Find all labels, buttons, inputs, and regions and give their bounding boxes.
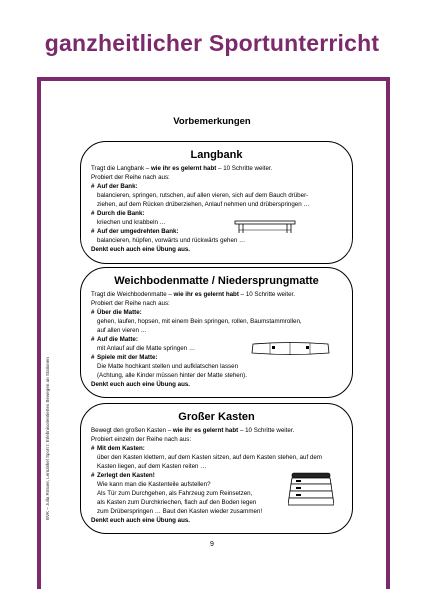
instruction-line: Probiert einzeln der Reihe nach aus: <box>91 436 192 443</box>
item-text: Kasten liegen, auf dem Kasten reiten … <box>97 463 207 470</box>
vaulting-box-illustration <box>288 471 334 507</box>
item-text: auf allen vieren … <box>97 327 147 334</box>
item-label: # Über die Matte: <box>91 309 142 316</box>
item-text: (Achtung, alle Kinder müssen hinter der Matte stehen). <box>97 372 247 379</box>
station-box-grosser-kasten <box>80 403 353 534</box>
item-label: # Auf die Matte: <box>91 336 138 343</box>
station-box-weichbodenmatte <box>80 267 353 398</box>
item-label: # Auf der Bank: <box>91 183 138 190</box>
intro-line: Tragt die Weichbodenmatte – wie ihr es gelernt habt – 10 Schritte weiter. <box>91 291 295 298</box>
item-label: # Durch die Bank: <box>91 210 145 217</box>
closing-line: Denkt euch auch eine Übung aus. <box>91 381 191 388</box>
item-text: mit Anlauf auf die Matte springen … <box>97 345 196 352</box>
item-text: balancieren, hüpfen, vorwärts und rückwärts gehen … <box>97 237 246 244</box>
item-text: zum Drüberspringen … Baut den Kasten wieder zusammen! <box>97 508 263 515</box>
bench-illustration <box>234 219 296 235</box>
item-text: Als Tür zum Durchgehen, als Fahrzeug zum Reinsetzen, <box>97 490 253 497</box>
item-label: # Zerlegt den Kasten! <box>91 472 155 479</box>
item-text: ziehen, auf dem Rücken drüberziehen, Anlauf nehmen und drüberspringen … <box>97 201 310 208</box>
item-text: balancieren, springen, rutschen, auf allen vieren, sich auf dem Bauch drüber- <box>97 192 309 199</box>
closing-line: Denkt euch auch eine Übung aus. <box>91 246 191 253</box>
intro-line: Tragt die Langbank – wie ihr es gelernt habt – 10 Schritte weiter. <box>91 165 273 172</box>
item-text: über den Kasten klettern, auf dem Kasten sitzen, auf dem Kasten stehen, auf dem <box>97 454 322 461</box>
item-text: kriechen und krabbeln … <box>97 219 166 226</box>
instruction-line: Probiert der Reihe nach aus: <box>91 300 170 307</box>
page-number: 9 <box>210 541 214 548</box>
item-label: # Mit dem Kasten: <box>91 445 145 452</box>
item-label: # Spiele mit der Matte: <box>91 354 158 361</box>
mat-illustration <box>250 338 332 358</box>
box-title: Weichbodenmatte / Niedersprungmatte <box>114 275 319 287</box>
item-text: als Kasten zum Durchkriechen, flach auf den Boden legen <box>97 499 257 506</box>
instruction-line: Probiert der Reihe nach aus: <box>91 174 170 181</box>
box-title: Langbank <box>190 149 243 161</box>
copyright-side-text: BVK – Julia Rösner, Lernzirkel Sport I: Erlebnisorientiertes Bewegen an Stationen <box>45 357 50 520</box>
item-text: Wie kann man die Kastenteile aufstellen? <box>97 481 211 488</box>
page-header-title: ganzheitlicher Sportunterricht <box>44 30 380 56</box>
item-text: Die Matte hochkant stellen und aufklatschen lassen <box>97 363 239 370</box>
page-heading: Vorbemerkungen <box>173 116 251 127</box>
item-label: # Auf der umgedrehten Bank: <box>91 228 179 235</box>
intro-line: Bewegt den großen Kasten – wie ihr es gelernt habt – 10 Schritte weiter. <box>91 427 295 434</box>
station-box-langbank <box>80 141 353 264</box>
item-text: gehen, laufen, hopsen, mit einem Bein springen, rollen, Baumstammrollen, <box>97 318 302 325</box>
closing-line: Denkt euch auch eine Übung aus. <box>91 517 191 524</box>
box-title: Großer Kasten <box>178 411 255 423</box>
